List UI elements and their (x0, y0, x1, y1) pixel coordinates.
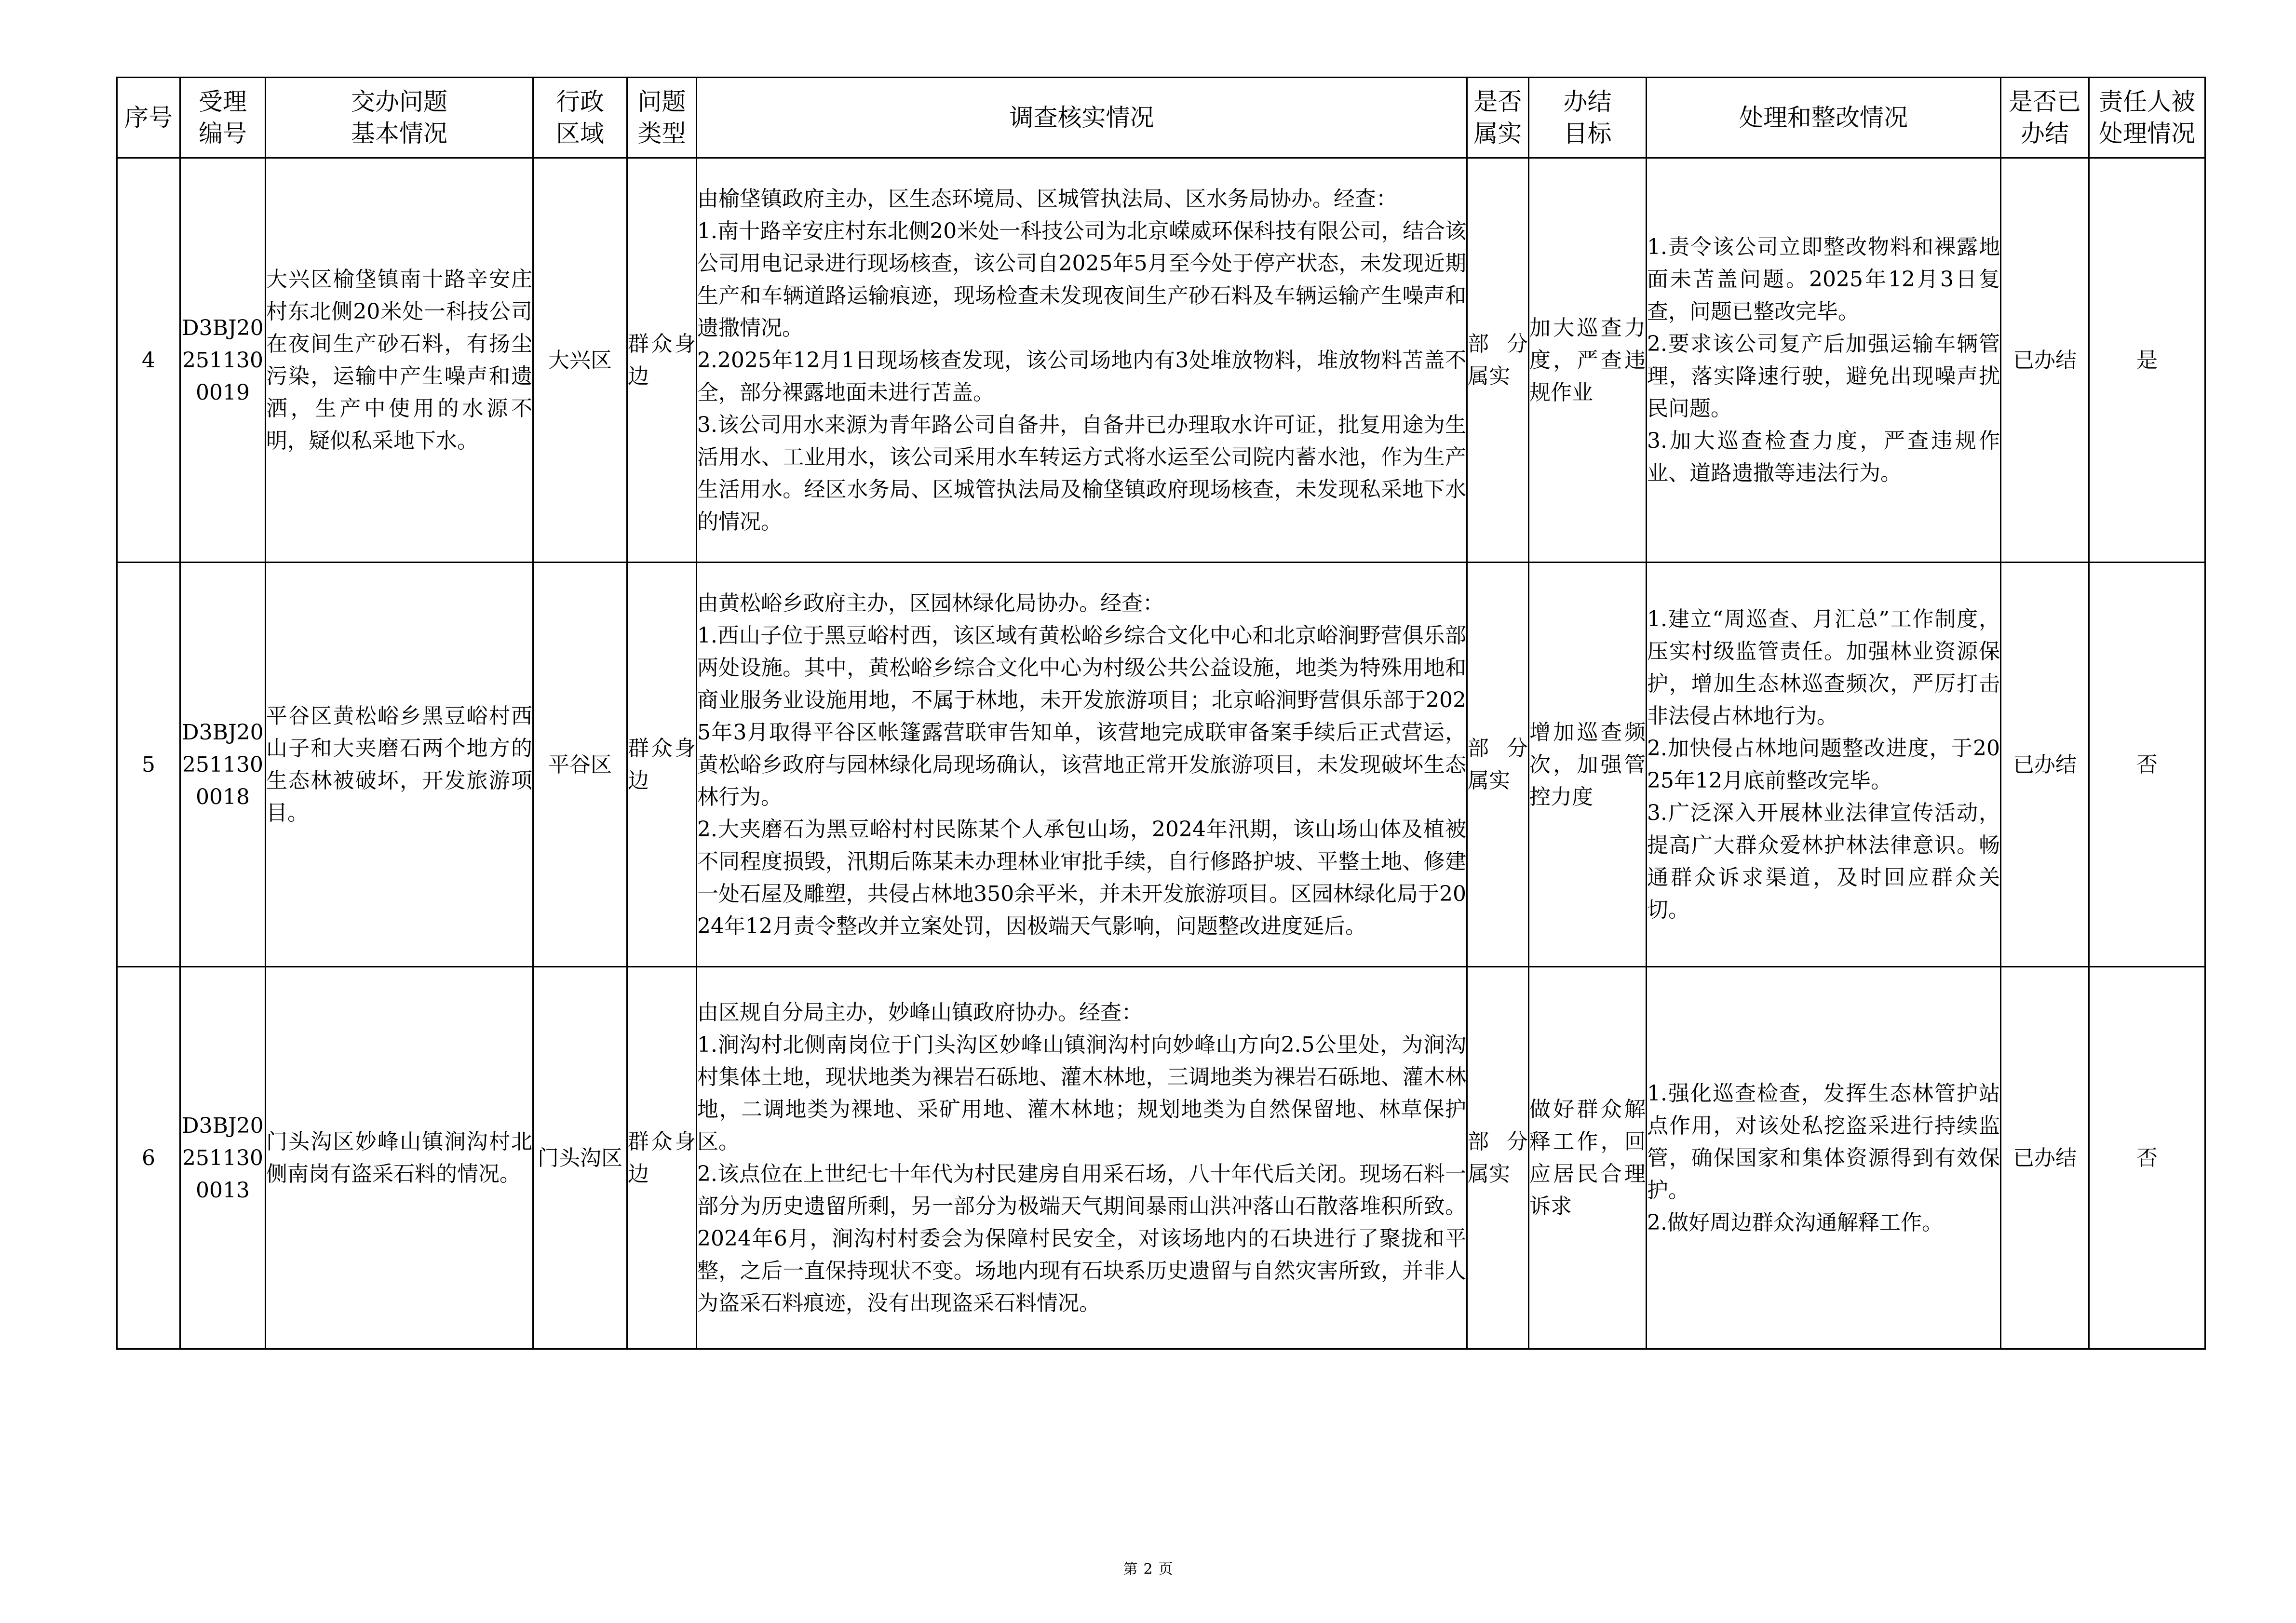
case-no-line: 0018 (196, 784, 250, 809)
header-seq (117, 78, 180, 158)
cell-seq: 4 (117, 158, 180, 563)
cell-type: 群众身边 (627, 158, 697, 563)
header-label-line: 是否已 (2009, 88, 2081, 116)
case-no-line: 251130 (182, 752, 263, 777)
investigation-paragraph: 2.该点位在上世纪七十年代为村民建房自用采石场，八十年代后关闭。现场石料一部分为历史遗留所剩，另一部分为极端天气期间暴雨山洪冲落山石散落堆积所致。2024年6月，涧沟村村委会为保障村民安全，对该场地内的石块进行了聚拢和平整，之后一直保持现状不变。场地内现有石块系历史遗留与自然灾害所致，并非人为盗采石料痕迹，没有出现盗采石料情况。 (697, 1162, 1466, 1315)
case-no-line: 0019 (196, 380, 250, 405)
case-no-line: D3BJ20 (182, 1113, 264, 1138)
investigation-paragraph: 1.西山子位于黑豆峪村西，该区域有黄松峪乡综合文化中心和北京峪涧野营俱乐部两处设施。其中，黄松峪乡综合文化中心为村级公共公益设施，地类为特殊用地和商业服务业设施用地，不属于林地，未开发旅游项目；北京峪涧野营俱乐部于2025年3月取得平谷区帐篷露营联审告知单，该营地完成联审备案手续后正式营运，黄松峪乡政府与园林绿化局现场确认，该营地正常开发旅游项目，未发现破坏生态林行为。 (697, 623, 1466, 809)
header-investigation (697, 78, 1467, 158)
header-label-line: 属实 (1473, 120, 1522, 148)
cell-accountability: 否 (2089, 563, 2205, 967)
header-closed (2001, 78, 2089, 158)
header-case-no (180, 78, 266, 158)
case-no-line: 251130 (182, 348, 263, 373)
cell-handling (1647, 158, 2001, 563)
table-row (117, 158, 2205, 563)
header-label-line: 交办问题 (351, 88, 447, 116)
header-label-line: 编号 (199, 120, 247, 148)
cell-goal: 增加巡查频次，加强管控力度 (1529, 563, 1647, 967)
page-number-footer (0, 1560, 2296, 1579)
cell-goal: 做好群众解释工作，回应居民合理诉求 (1529, 967, 1647, 1349)
case-table (116, 77, 2206, 1350)
cell-district: 平谷区 (533, 563, 627, 967)
header-handling-label: 处理和整改情况 (1739, 104, 1908, 132)
cell-investigation (697, 967, 1467, 1349)
investigation-paragraph: 3.该公司用水来源为青年路公司自备井，自备井已办理取水许可证，批复用途为生活用水、工业用水，该公司采用水车转运方式将水运至公司院内蓄水池，作为生产生活用水。经区水务局、区城管执法局及榆垡镇政府现场核查，未发现私采地下水的情况。 (697, 412, 1466, 534)
investigation-paragraph: 由区规自分局主办，妙峰山镇政府协办。经查： (697, 1000, 1143, 1025)
investigation-paragraph: 由榆垡镇政府主办，区生态环境局、区城管执法局、区水务局协办。经查： (697, 186, 1397, 211)
cell-seq: 6 (117, 967, 180, 1349)
investigation-paragraph: 由黄松峪乡政府主办，区园林绿化局协办。经查： (697, 590, 1164, 616)
case-no-line: 251130 (182, 1145, 263, 1170)
investigation-paragraph: 2.2025年12月1日现场核查发现，该公司场地内有3处堆放物料，堆放物料苫盖不全，部分裸露地面未进行苫盖。 (697, 348, 1466, 405)
cell-verified: 部分属实 (1467, 563, 1529, 967)
cell-goal: 加大巡查力度，严查违规作业 (1529, 158, 1647, 563)
cell-problem: 大兴区榆垡镇南十路辛安庄村东北侧20米处一科技公司在夜间生产砂石料，有扬尘污染，运输中产生噪声和遗洒，生产中使用的水源不明，疑似私采地下水。 (266, 158, 533, 563)
cell-accountability: 否 (2089, 967, 2205, 1349)
header-label-line: 类型 (637, 120, 686, 148)
cell-district: 门头沟区 (533, 967, 627, 1349)
case-no-line: 0013 (196, 1178, 250, 1203)
header-label-line: 行政 (556, 88, 604, 116)
header-label-line: 办结 (2021, 120, 2069, 148)
header-label-line: 责任人被 (2099, 88, 2195, 116)
investigation-paragraph: 1.南十路辛安庄村东北侧20米处一科技公司为北京嵘威环保科技有限公司，结合该公司用电记录进行现场核查，该公司自2025年5月至今处于停产状态，未发现近期生产和车辆道路运输痕迹，现场检查未发现夜间生产砂石料及车辆运输产生噪声和遗撒情况。 (697, 218, 1466, 340)
handling-paragraph: 2.要求该公司复产后加强运输车辆管理，落实降速行驶，避免出现噪声扰民问题。 (1647, 332, 2000, 421)
cell-investigation (697, 563, 1467, 967)
handling-paragraph: 1.建立“周巡查、月汇总”工作制度，压实村级监管责任。加强林业资源保护，增加生态林巡查频次，严厉打击非法侵占林地行为。 (1647, 607, 2000, 728)
cell-seq: 5 (117, 563, 180, 967)
investigation-paragraph: 2.大夹磨石为黑豆峪村村民陈某个人承包山场，2024年汛期，该山场山体及植被不同程度损毁，汛期后陈某未办理林业审批手续，自行修路护坡、平整土地、修建一处石屋及雕塑，共侵占林地350余平米，并未开发旅游项目。区园林绿化局于2024年12月责令整改并立案处罚，因极端天气影响，问题整改进度延后。 (697, 817, 1466, 939)
header-verified (1467, 78, 1529, 158)
handling-paragraph: 2.做好周边群众沟通解释工作。 (1647, 1210, 1943, 1235)
cell-handling (1647, 563, 2001, 967)
investigation-paragraph: 1.涧沟村北侧南岗位于门头沟区妙峰山镇涧沟村向妙峰山方向2.5公里处，为涧沟村集体土地，现状地类为裸岩石砾地、灌木林地，三调地类为裸岩石砾地、灌木林地，二调地类为裸地、采矿用地、灌木林地；规划地类为自然保留地、林草保护区。 (697, 1033, 1466, 1154)
header-label-line: 是否 (1473, 88, 1522, 116)
header-accountability (2089, 78, 2205, 158)
header-label-line: 办结 (1563, 88, 1612, 116)
header-goal (1529, 78, 1647, 158)
handling-paragraph: 3.广泛深入开展林业法律宣传活动，提高广大群众爱林护林法律意识。畅通群众诉求渠道，及时回应群众关切。 (1647, 801, 2000, 922)
cell-closed: 已办结 (2001, 967, 2089, 1349)
cell-accountability: 是 (2089, 158, 2205, 563)
handling-paragraph: 1.责令该公司立即整改物料和裸露地面未苫盖问题。2025年12月3日复查，问题已整改完毕。 (1647, 235, 2000, 324)
cell-case-no (180, 158, 266, 563)
header-seq-label: 序号 (124, 104, 173, 132)
cell-investigation (697, 158, 1467, 563)
case-no-line: D3BJ20 (182, 720, 264, 745)
page-number: 2 (1143, 1561, 1153, 1578)
header-label-line: 目标 (1563, 120, 1612, 148)
page-number-prefix: 第 (1123, 1561, 1138, 1578)
cell-closed: 已办结 (2001, 563, 2089, 967)
header-handling (1647, 78, 2001, 158)
handling-paragraph: 3.加大巡查检查力度，严查违规作业、道路遗撒等违法行为。 (1647, 429, 2000, 485)
cell-verified: 部分属实 (1467, 967, 1529, 1349)
page-number-suffix: 页 (1158, 1561, 1173, 1578)
table-header-row (117, 78, 2205, 158)
table-row (117, 967, 2205, 1349)
table-row (117, 563, 2205, 967)
cell-case-no (180, 967, 266, 1349)
header-label-line: 基本情况 (351, 120, 447, 148)
cell-handling (1647, 967, 2001, 1349)
cell-type: 群众身边 (627, 563, 697, 967)
cell-district: 大兴区 (533, 158, 627, 563)
header-label-line: 区域 (556, 120, 604, 148)
handling-paragraph: 1.强化巡查检查，发挥生态林管护站点作用，对该处私挖盗采进行持续监管，确保国家和集体资源得到有效保护。 (1647, 1081, 2000, 1203)
header-label-line: 受理 (199, 88, 247, 116)
case-no-line: D3BJ20 (182, 315, 264, 340)
cell-type: 群众身边 (627, 967, 697, 1349)
cell-problem: 门头沟区妙峰山镇涧沟村北侧南岗有盗采石料的情况。 (266, 967, 533, 1349)
handling-paragraph: 2.加快侵占林地问题整改进度，于2025年12月底前整改完毕。 (1647, 736, 2000, 793)
header-investigation-label: 调查核实情况 (1009, 104, 1154, 132)
header-problem (266, 78, 533, 158)
header-type (627, 78, 697, 158)
cell-problem: 平谷区黄松峪乡黑豆峪村西山子和大夹磨石两个地方的生态林被破坏，开发旅游项目。 (266, 563, 533, 967)
cell-closed: 已办结 (2001, 158, 2089, 563)
header-label-line: 问题 (637, 88, 686, 116)
cell-verified: 部分属实 (1467, 158, 1529, 563)
header-label-line: 处理情况 (2099, 120, 2195, 148)
header-district (533, 78, 627, 158)
cell-case-no (180, 563, 266, 967)
